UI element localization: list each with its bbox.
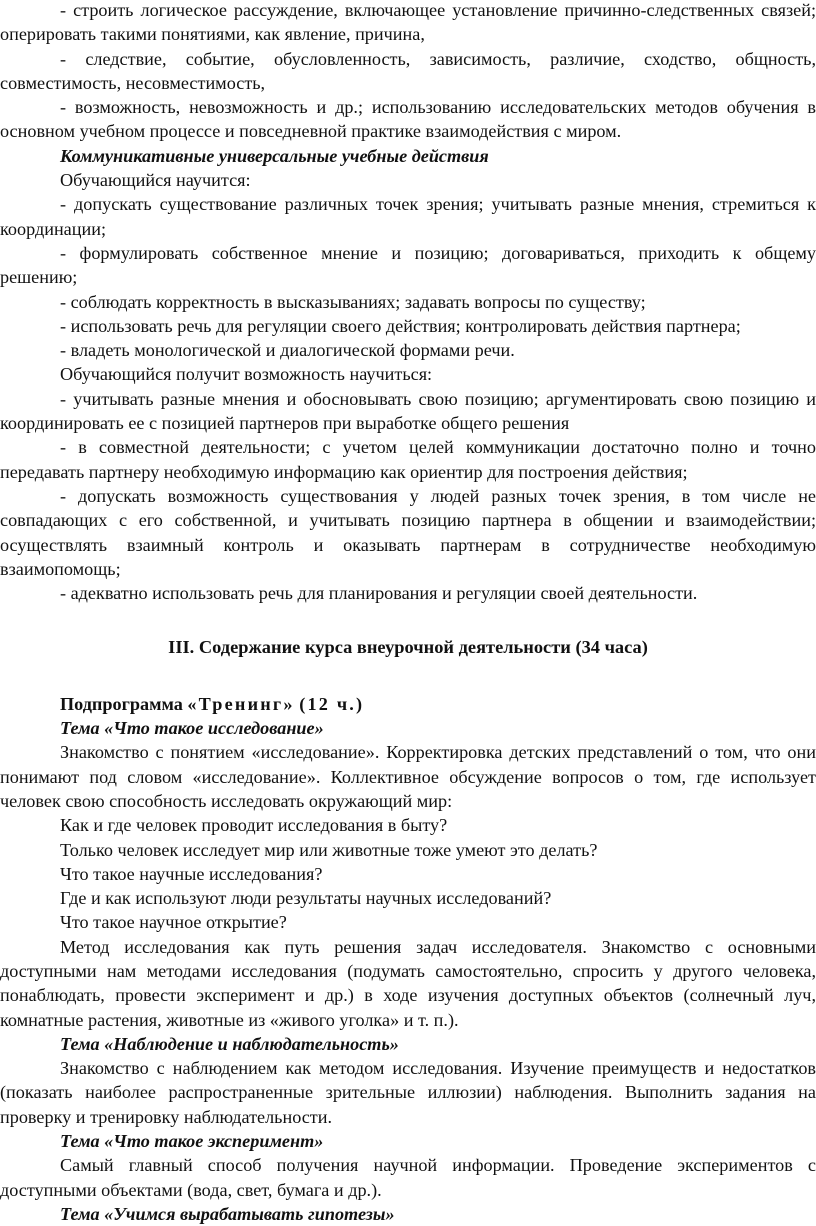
topic-paragraph: Самый главный способ получения научной информации. Проведение экспериментов с доступными объектами (вода, свет, бумага и др.).	[0, 1155, 816, 1200]
topic-title: Тема «Что такое эксперимент»	[60, 1131, 324, 1152]
opportunity-label: Обучающийся получит возможность научиться:	[60, 364, 433, 385]
topic-paragraph: Знакомство с понятием «исследование». Корректировка детских представлений о том, что они понимают под словом «исследование». Коллективное обсуждение вопросов о том, где использует человек свою способность исследовать окружающий мир:	[0, 742, 816, 811]
opportunity-item: - учитывать разные мнения и обосновывать свою позицию; аргументировать свою позицию и координировать ее с позицией партнеров при выработке общего решения	[0, 388, 816, 434]
learns-item: - владеть монологической и диалогической формами речи.	[60, 340, 515, 361]
topic-question: Где и как используют люди результаты научных исследований?	[60, 888, 552, 909]
learns-item: - формулировать собственное мнение и позицию; договариваться, приходить к общему решению;	[0, 242, 816, 288]
section-title: III. Содержание курса внеурочной деятельности (34 часа)	[168, 637, 648, 658]
topic-question: Только человек исследует мир или животные тоже умеют это делать?	[60, 839, 598, 860]
learns-item: - использовать речь для регуляции своего действия; контролировать действия партнера;	[60, 315, 741, 336]
topic-question: Как и где человек проводит исследования в быту?	[60, 815, 448, 836]
opportunity-item: - в совместной деятельности; с учетом целей коммуникации достаточно полно и точно передавать партнеру необходимую информацию как ориентир для построения действия;	[0, 437, 816, 482]
topic-paragraph: Знакомство с наблюдением как методом исследования. Изучение преимуществ и недостатков (показать наиболее распространенные зрительные иллюзии) наблюдения. Выполнить задания на проверку и тренировку наблюдательности.	[0, 1058, 816, 1127]
topic-title: Тема «Учимся вырабатывать гипотезы»	[60, 1203, 395, 1224]
topic-paragraph: Метод исследования как путь решения задач исследователя. Знакомство с основными доступными нам методами исследования (подумать самостоятельно, спросить у другого человека, понаблюдать, провести эксперимент и др.) в ходе изучения доступных объектов (солнечный луч, комнатные растения, животные из «живого уголка» и т. п.).	[0, 936, 816, 1030]
topic-question: Что такое научные исследования?	[60, 863, 323, 884]
subprogram-label: Подпрограмма	[60, 693, 183, 714]
topic-title: Тема «Что такое исследование»	[60, 718, 324, 739]
communicative-heading: Коммуникативные универсальные учебные действия	[60, 145, 489, 166]
subprogram-hours: (12 ч.)	[299, 693, 365, 714]
intro-item: - возможность, невозможность и др.; использованию исследовательских методов обучения в основном учебном процессе и повседневной практике взаимодействия с миром.	[0, 97, 816, 142]
learns-item: - соблюдать корректность в высказываниях; задавать вопросы по существу;	[60, 291, 646, 312]
topic-title: Тема «Наблюдение и наблюдательность»	[60, 1033, 399, 1054]
subprogram-heading	[0, 692, 816, 716]
intro-item: - строить логическое рассуждение, включающее установление причинно-следственных связей; оперировать такими понятиями, как явление, причина,	[0, 0, 816, 45]
learns-label: Обучающийся научится:	[60, 170, 251, 191]
intro-item: - следствие, событие, обусловленность, зависимость, различие, сходство, общность, совместимость, несовместимость,	[0, 48, 816, 93]
opportunity-item: - допускать возможность существования у людей разных точек зрения, в том числе не совпадающих с его собственной, и учитывать позицию партнера в общении и взаимодействии; осуществлять взаимный контроль и оказывать партнерам в сотрудничестве необходимую взаимопомощь;	[0, 485, 816, 579]
opportunity-item: - адекватно использовать речь для планирования и регуляции своей деятельности.	[60, 583, 698, 604]
topic-question: Что такое научное открытие?	[60, 912, 287, 933]
learns-item: - допускать существование различных точек зрения; учитывать разные мнения, стремиться к координации;	[0, 194, 816, 239]
subprogram-name: «Тренинг»	[187, 693, 295, 714]
